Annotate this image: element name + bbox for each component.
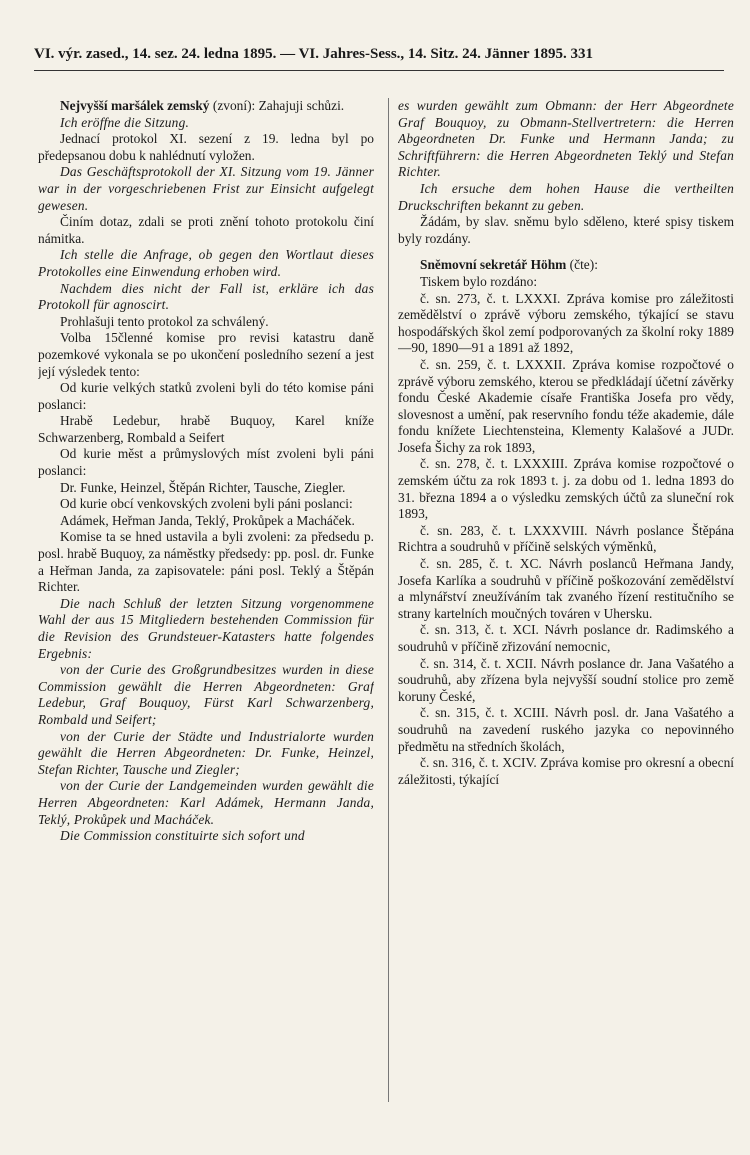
paragraph: Komise ta se hned ustavila a byli zvoleni: za předsedu p. posl. hrabě Buquoy, za náměstky předsedy: pp. posl. dr. Funke a Heřman Janda, za zapisovatele: páni posl. Teklý a Štěpán Richter. xyxy=(38,529,374,595)
paragraph: Das Geschäftsprotokoll der XI. Sitzung vom 19. Jänner war in der vorgeschriebenen Frist zur Einsicht aufgelegt gewesen. xyxy=(38,164,374,213)
paragraph: Žádám, by slav. sněmu bylo sděleno, které spisy tiskem byly rozdány. xyxy=(398,214,734,246)
paragraph: Od kurie velkých statků zvoleni byli do této komise páni poslanci: xyxy=(38,380,374,412)
paragraph: Tiskem bylo rozdáno: xyxy=(420,273,538,289)
speaker-name: Nejvyšší maršálek zemský xyxy=(60,98,210,113)
paragraph: Činím dotaz, zdali se proti znění tohoto protokolu činí námitka. xyxy=(38,214,374,246)
paragraph: Od kurie měst a průmyslových míst zvoleni byli páni poslanci: xyxy=(38,446,374,479)
paragraph: Adámek, Heřman Janda, Teklý, Prokůpek a Macháček. xyxy=(60,512,355,528)
paragraph: von der Curie des Großgrundbesitzes wurden in diese Commission gewählt die Herren Abgeordneten: Graf Ledebur, Graf Bouquoy, Fürst Karl Schwarzenberg, Rombald und Seifert; xyxy=(38,662,374,727)
paragraph xyxy=(398,257,734,274)
paragraph: von der Curie der Landgemeinden wurden gewählt die Herren Abgeordneten: Karl Adámek, Hermann Janda, Teklý, Prokůpek und Macháček. xyxy=(38,778,374,827)
paragraph: Hrabě Ledebur, hrabě Buquoy, Karel kníže Schwarzenberg, Rombald a Seifert xyxy=(38,413,374,445)
paragraph: Ich stelle die Anfrage, ob gegen den Wortlaut dieses Protokolles eine Einwendung erhoben wird. xyxy=(38,247,374,279)
paragraph: č. sn. 285, č. t. XC. Návrh poslanců Heřmana Jandy, Josefa Karlíka a soudruhů v příčině poškozování zemědělství a mlynářství zneužíváním tak zvaného řízení restitučního se strany kartelních moučných továren v Uhersku. xyxy=(398,556,734,621)
paragraph-text: (čte): xyxy=(569,257,598,273)
paragraph: č. sn. 273, č. t. LXXXI. Zpráva komise pro záležitosti zemědělství o zprávě výboru zemského, týkající se stavu hospodářských škol zemí podporovaných za školní roky 1889—90, 1890—91 a 1891 až 1892, xyxy=(398,290,734,356)
paragraph: Volba 15členné komise pro revisi katastru daně pozemkové vykonala se po ukončení posledního sezení a jest její výsledek tento: xyxy=(38,330,374,379)
paragraph-text: (zvoní): Zahajuji schůzi. xyxy=(212,98,345,113)
paragraph: Jednací protokol XI. sezení z 19. ledna byl po předepsanou dobu k nahlédnutí vyložen. xyxy=(38,131,374,163)
paragraph: Prohlašuji tento protokol za schválený. xyxy=(60,313,269,329)
paragraph: Die nach Schluß der letzten Sitzung vorgenommene Wahl der aus 15 Mitgliedern bestehenden Commission für die Revision des Grundsteuer-Katasters hatte folgendes Ergebnis: xyxy=(38,595,374,661)
paragraph: č. sn. 283, č. t. LXXXVIII. Návrh poslance Štěpána Richtra a soudruhů v příčině selských výměnků, xyxy=(398,522,734,555)
paragraph: Ich eröffne die Sitzung. xyxy=(60,114,190,130)
right-column xyxy=(398,98,734,1128)
paragraph: Od kurie obcí venkovských zvoleni byli páni poslanci: xyxy=(60,496,353,512)
paragraph: č. sn. 314, č. t. XCII. Návrh poslance dr. Jana Vašatého a soudruhů, aby zřízena byla nejvyšší soudní stolice pro země koruny České, xyxy=(398,655,734,704)
paragraph: Die Commission constituirte sich sofort und xyxy=(60,828,305,844)
paragraph: von der Curie der Städte und Industrialorte wurden gewählt die Herren Abgeordneten: Dr. Funke, Heinzel, Stefan Richter, Tausche und Ziegler; xyxy=(38,728,374,777)
paragraph: Nachdem dies nicht der Fall ist, erkläre ich das Protokoll für agnoscirt. xyxy=(38,280,374,313)
paragraph: Ich ersuche dem hohen Hause die vertheilten Druckschriften bekannt zu geben. xyxy=(398,180,734,213)
paragraph: č. sn. 313, č. t. XCI. Návrh poslance dr. Radimského a soudruhů v příčině zřizování nemocnic, xyxy=(398,622,734,654)
left-column xyxy=(38,98,374,1128)
paragraph: č. sn. 315, č. t. XCIII. Návrh posl. dr. Jana Vašatého a soudruhů na zavedení ruského jazyka co nepovinného předmětu na středních školách, xyxy=(398,705,734,754)
paragraph: č. sn. 278, č. t. LXXXIII. Zpráva komise rozpočtové o zemském účtu za rok 1893 t. j. za dobu od 1. ledna 1893 do 31. března 1894 a o výsledku zemských účtů za sluneční rok 1893, xyxy=(398,456,734,522)
page-header: VI. výr. zased., 14. sez. 24. ledna 1895. — VI. Jahres-Sess., 14. Sitz. 24. Jänner 1895. 331 xyxy=(34,46,594,62)
paragraph: č. sn. 259, č. t. LXXXII. Zpráva komise rozpočtové o zprávě výboru zemského, kterou se předkládají účetní závěrky fondu České Akademie císaře Františka Josefa pro vědy, slovesnost a umění, pak reservního fondu téže akademie, dále fondu knížete Liechtensteina, Klementy Kalašové a JUDr. Josefa Šichy za rok 1893, xyxy=(398,356,734,455)
paragraph: es wurden gewählt zum Obmann: der Herr Abgeordnete Graf Bouquoy, zu Obmann-Stellvertretern: die Herren Abgeordneten Dr. Funke und Hermann Janda; zu Schriftführern: die Herren Abgeordneten Teklý und Stefan Richter. xyxy=(398,98,734,180)
speaker-name: Sněmovní sekretář Höhm xyxy=(420,257,567,273)
column-divider xyxy=(388,98,389,1102)
header-rule xyxy=(34,70,724,71)
paragraph xyxy=(38,98,374,115)
paragraph: Dr. Funke, Heinzel, Štěpán Richter, Tausche, Ziegler. xyxy=(60,479,346,495)
paragraph: č. sn. 316, č. t. XCIV. Zpráva komise pro okresní a obecní záležitosti, týkající xyxy=(398,755,734,787)
